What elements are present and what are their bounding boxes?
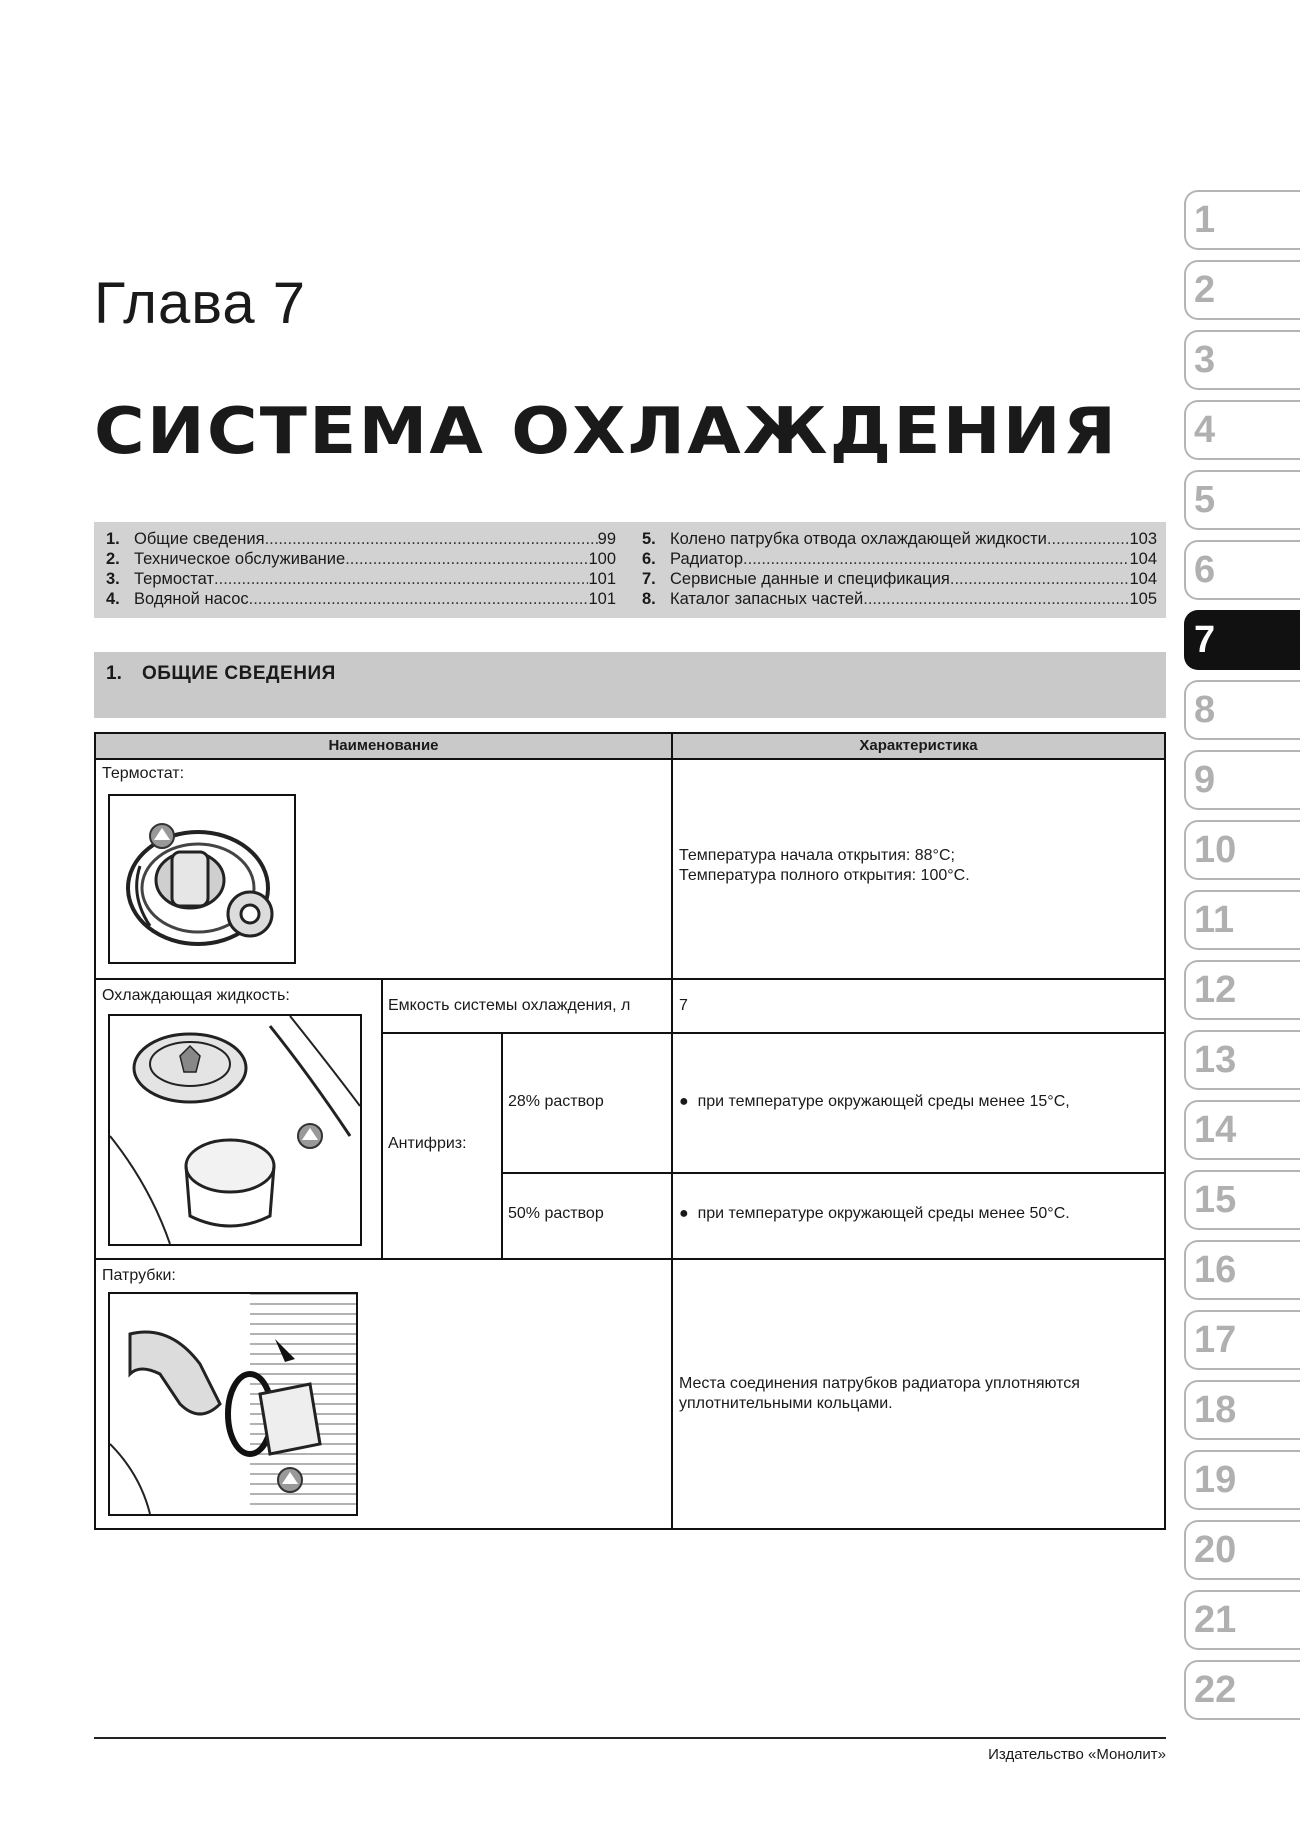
table-divider [381, 978, 383, 1258]
leader-dots [345, 549, 588, 569]
coolant-label: Охлаждающая жидкость: [102, 987, 290, 1004]
capacity-label: Емкость системы охлаждения, л [388, 997, 631, 1014]
tab-chapter-4[interactable]: 4 [1184, 400, 1300, 460]
capacity-value: 7 [679, 997, 688, 1014]
column-header-spec: Характеристика [673, 734, 1164, 760]
footer-divider [94, 1737, 1166, 1739]
contents-item[interactable] [642, 529, 1157, 549]
contents-item-number: 8. [642, 590, 656, 608]
contents-item-number: 7. [642, 570, 656, 588]
tab-chapter-18[interactable]: 18 [1184, 1380, 1300, 1440]
thermostat-label: Термостат: [102, 765, 185, 782]
tab-chapter-19[interactable]: 19 [1184, 1450, 1300, 1510]
specification-table [94, 732, 1166, 1530]
solution-50-label: 50% раствор [508, 1205, 604, 1222]
tab-chapter-22[interactable]: 22 [1184, 1660, 1300, 1720]
publisher-credit: Издательство «Монолит» [988, 1746, 1166, 1763]
solution-28-label: 28% раствор [508, 1093, 604, 1110]
contents-column-left [106, 529, 616, 609]
hoses-label: Патрубки: [102, 1267, 176, 1284]
tab-chapter-5[interactable]: 5 [1184, 470, 1300, 530]
tab-chapter-11[interactable]: 11 [1184, 890, 1300, 950]
hoses-spec-line1: Места соединения патрубков радиатора уплотняются [679, 1375, 1080, 1392]
tab-chapter-17[interactable]: 17 [1184, 1310, 1300, 1370]
thermostat-illustration [108, 794, 296, 964]
tab-chapter-9[interactable]: 9 [1184, 750, 1300, 810]
contents-item[interactable] [106, 589, 616, 609]
contents-item-page: 100 [588, 550, 616, 568]
section-title: ОБЩИЕ СВЕДЕНИЯ [142, 663, 336, 684]
contents-item-page: 99 [597, 530, 616, 548]
leader-dots [950, 569, 1130, 589]
chapter-title: СИСТЕМА ОХЛАЖДЕНИЯ [94, 395, 1119, 469]
leader-dots [1047, 529, 1130, 549]
coolant-cap-drawing [110, 1016, 360, 1244]
contents-item-title: Техническое обслуживание [134, 550, 346, 568]
chapter-label: Глава 7 [94, 271, 307, 336]
contents-item-number: 2. [106, 550, 120, 568]
section-number: 1. [106, 663, 122, 684]
table-divider [381, 1032, 1166, 1034]
contents-item-number: 1. [106, 530, 120, 548]
chapter-contents [94, 522, 1166, 618]
contents-item-title: Радиатор [670, 550, 744, 568]
contents-item-title: Термостат [134, 570, 215, 588]
contents-item-page: 105 [1129, 590, 1157, 608]
contents-item[interactable] [106, 549, 616, 569]
hoses-drawing [110, 1294, 356, 1514]
contents-item-page: 104 [1129, 550, 1157, 568]
thermostat-drawing [110, 796, 294, 962]
solution-50-spec [679, 1204, 1070, 1224]
solution-50-spec-text: при температуре окружающей среды менее 50°C. [697, 1205, 1070, 1222]
tab-chapter-20[interactable]: 20 [1184, 1520, 1300, 1580]
table-divider [96, 978, 1166, 980]
leader-dots [265, 529, 598, 549]
contents-item-page: 101 [588, 570, 616, 588]
contents-item-title: Водяной насос [134, 590, 249, 608]
contents-item[interactable] [106, 569, 616, 589]
leader-dots [743, 549, 1129, 569]
contents-item-number: 4. [106, 590, 120, 608]
antifreeze-label: Антифриз: [388, 1135, 467, 1152]
contents-item-title: Общие сведения [134, 530, 265, 548]
leader-dots [249, 589, 589, 609]
table-divider [501, 1172, 1166, 1174]
contents-item[interactable] [106, 529, 616, 549]
contents-item-title: Колено патрубка отвода охлаждающей жидкости [670, 530, 1047, 548]
solution-28-spec-text: при температуре окружающей среды менее 15°C, [697, 1093, 1070, 1110]
section-heading [94, 652, 1166, 718]
tab-chapter-8[interactable]: 8 [1184, 680, 1300, 740]
tab-chapter-1[interactable]: 1 [1184, 190, 1300, 250]
tab-chapter-16[interactable]: 16 [1184, 1240, 1300, 1300]
bullet-icon: ● [679, 1093, 689, 1110]
table-divider [671, 734, 673, 1530]
tab-chapter-6[interactable]: 6 [1184, 540, 1300, 600]
contents-item-page: 103 [1129, 530, 1157, 548]
coolant-illustration [108, 1014, 362, 1246]
tab-chapter-2[interactable]: 2 [1184, 260, 1300, 320]
tab-chapter-10[interactable]: 10 [1184, 820, 1300, 880]
bullet-icon: ● [679, 1205, 689, 1222]
solution-28-spec [679, 1092, 1070, 1112]
tab-chapter-15[interactable]: 15 [1184, 1170, 1300, 1230]
leader-dots [214, 569, 588, 589]
tab-chapter-13[interactable]: 13 [1184, 1030, 1300, 1090]
contents-item-number: 5. [642, 530, 656, 548]
contents-item-number: 6. [642, 550, 656, 568]
tab-chapter-7-active[interactable]: 7 [1184, 610, 1300, 670]
table-divider [501, 1032, 503, 1258]
contents-column-right [642, 529, 1157, 609]
leader-dots [863, 589, 1129, 609]
table-divider [96, 1258, 1166, 1260]
contents-item-title: Каталог запасных частей [670, 590, 864, 608]
hoses-spec-line2: уплотнительными кольцами. [679, 1395, 893, 1412]
tab-chapter-21[interactable]: 21 [1184, 1590, 1300, 1650]
tab-chapter-14[interactable]: 14 [1184, 1100, 1300, 1160]
contents-item-title: Сервисные данные и спецификация [670, 570, 950, 588]
tab-chapter-12[interactable]: 12 [1184, 960, 1300, 1020]
contents-item-page: 104 [1129, 570, 1157, 588]
contents-item[interactable] [642, 549, 1157, 569]
contents-item[interactable] [642, 569, 1157, 589]
contents-item[interactable] [642, 589, 1157, 609]
contents-item-page: 101 [588, 590, 616, 608]
contents-item-number: 3. [106, 570, 120, 588]
tab-chapter-3[interactable]: 3 [1184, 330, 1300, 390]
thermostat-spec-line1: Температура начала открытия: 88°C; [679, 847, 955, 864]
hoses-illustration [108, 1292, 358, 1516]
column-header-name: Наименование [96, 734, 671, 760]
thermostat-spec-line2: Температура полного открытия: 100°C. [679, 867, 970, 884]
